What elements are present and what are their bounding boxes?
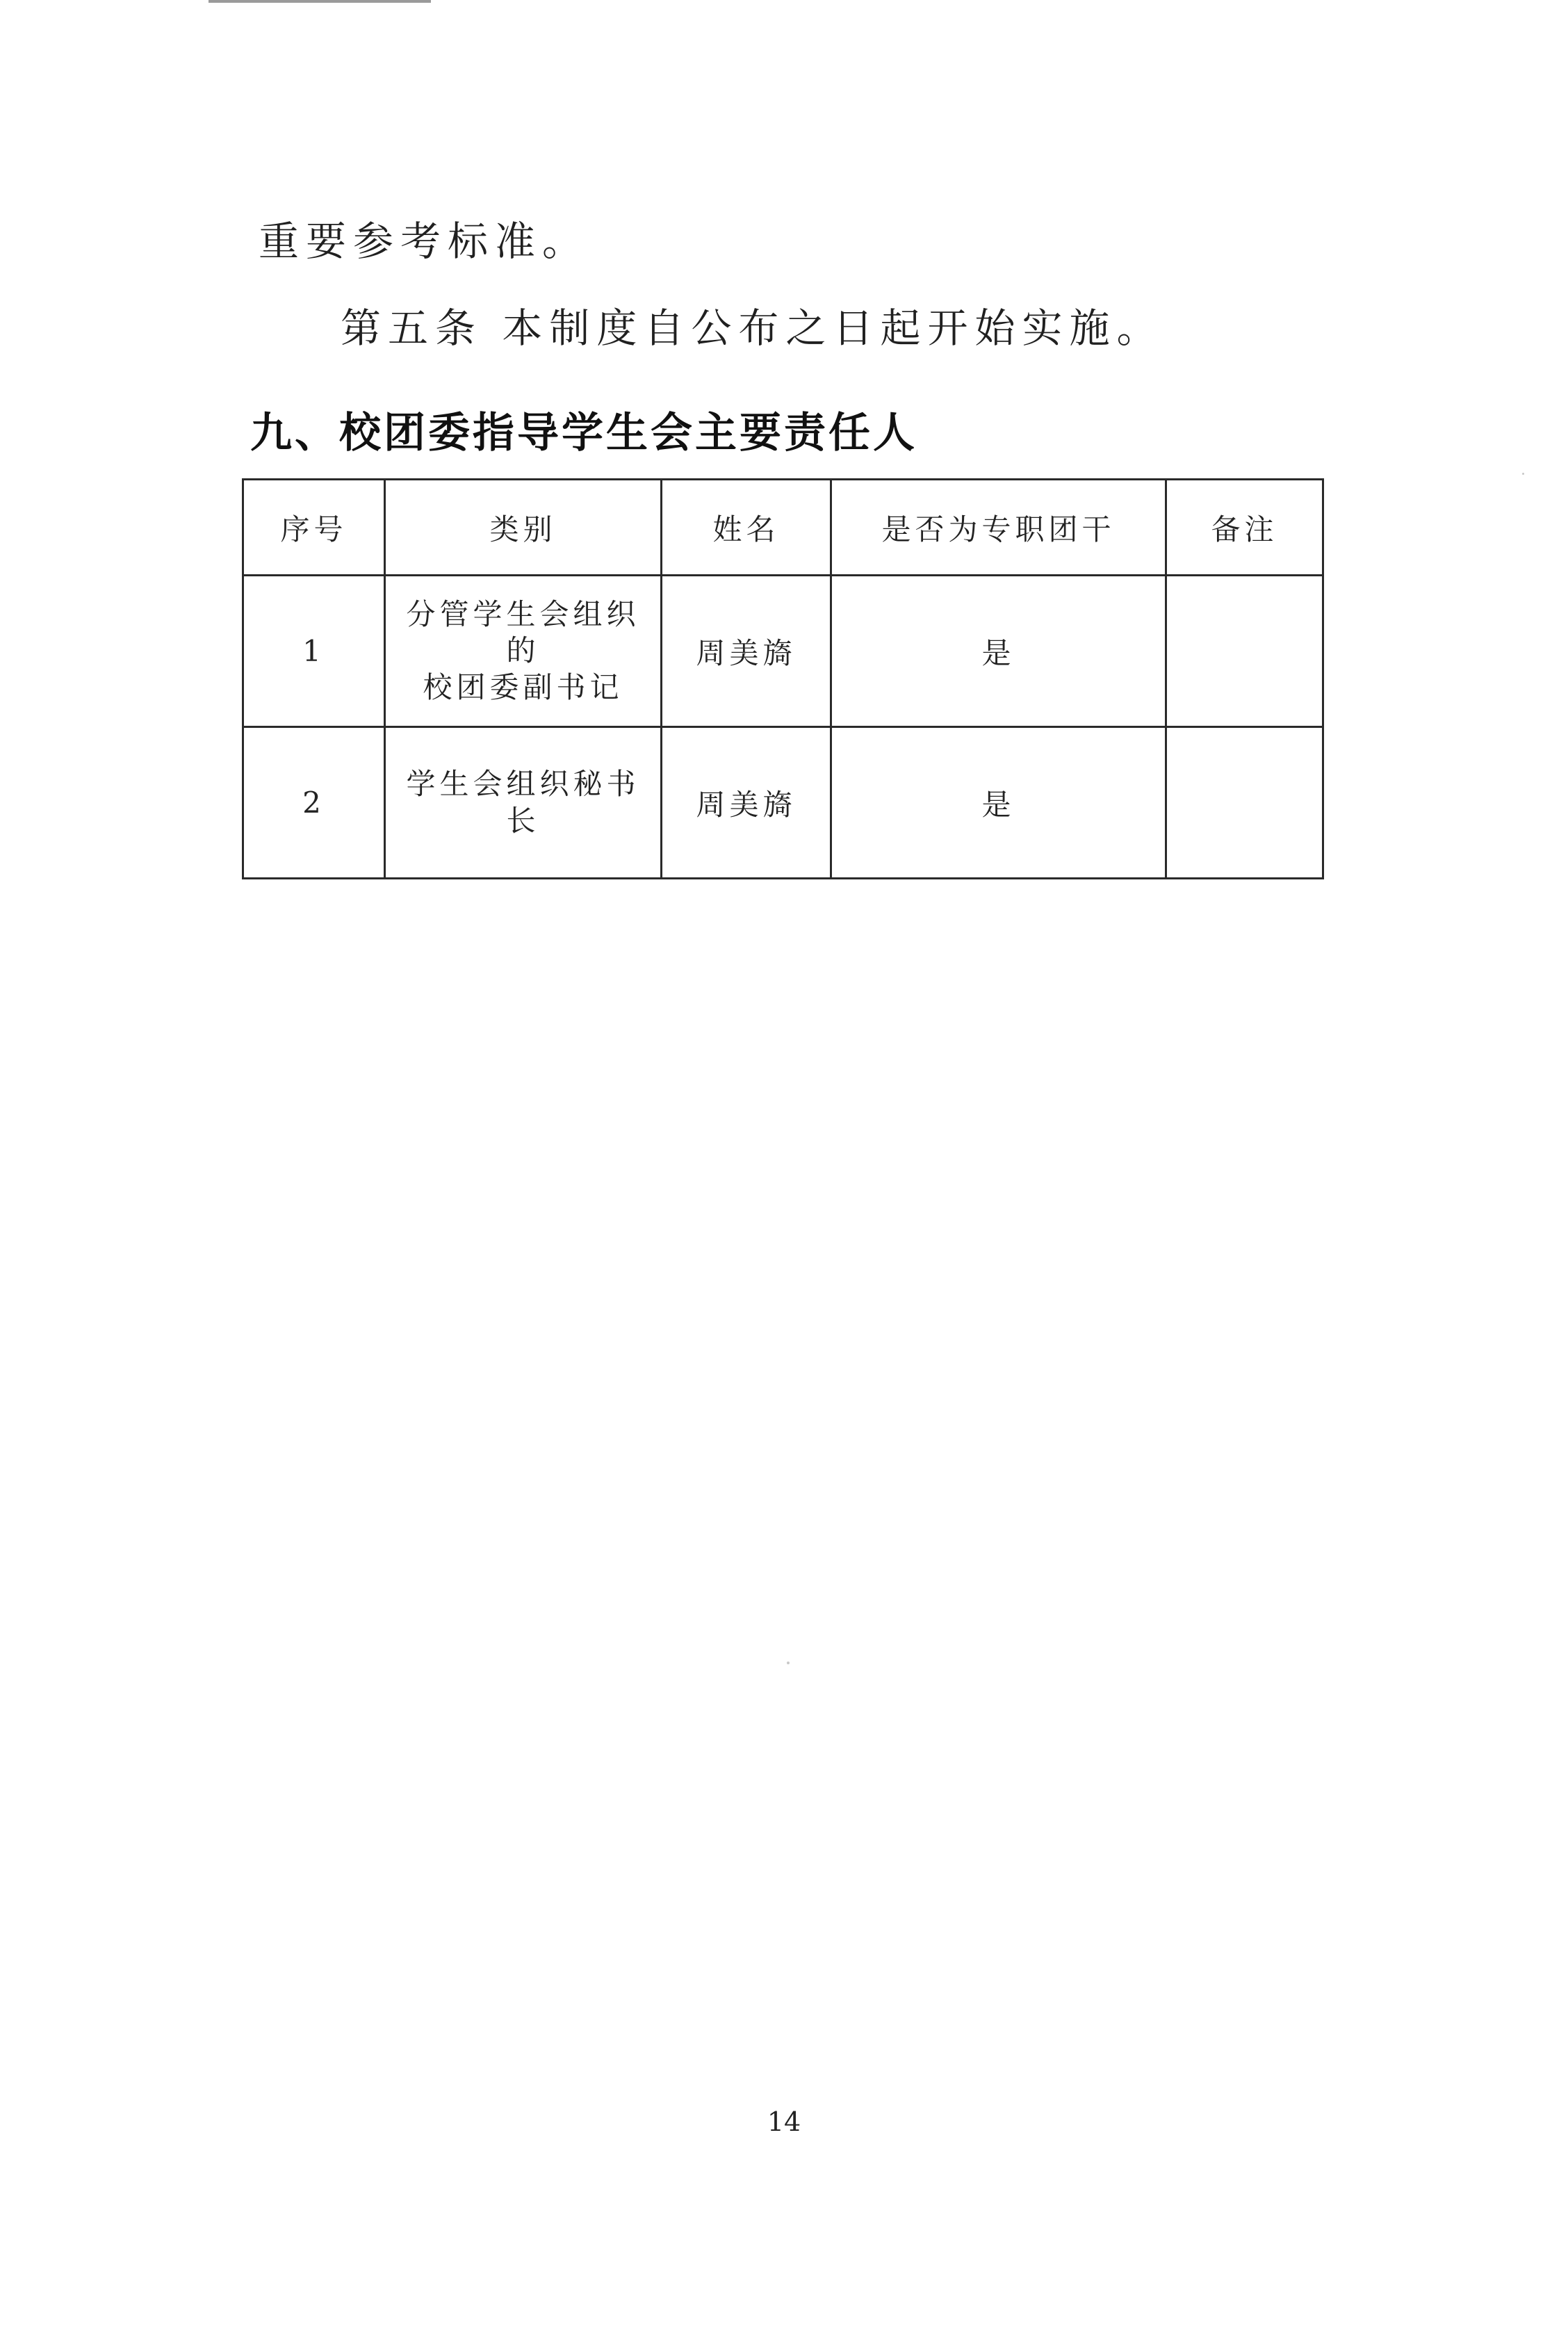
cell-category-line2: 校团委副书记 bbox=[423, 669, 623, 704]
cell-fulltime: 是 bbox=[831, 576, 1166, 727]
header-note: 备注 bbox=[1166, 480, 1323, 576]
cell-name: 周美旖 bbox=[662, 576, 831, 727]
table-row bbox=[243, 576, 1323, 727]
cell-note bbox=[1166, 576, 1323, 727]
responsible-persons-table bbox=[242, 478, 1324, 879]
cell-fulltime: 是 bbox=[831, 727, 1166, 879]
scan-speck bbox=[787, 1662, 790, 1664]
cell-seq: 1 bbox=[243, 576, 385, 727]
cell-category-line1: 分管学生会组织的 bbox=[406, 596, 640, 668]
cell-category-line1: 学生会组织秘书长 bbox=[406, 767, 640, 838]
table-header-row bbox=[243, 480, 1323, 576]
header-seq: 序号 bbox=[243, 480, 385, 576]
page-number: 14 bbox=[767, 2106, 801, 2137]
header-category: 类别 bbox=[385, 480, 662, 576]
cell-seq: 2 bbox=[243, 727, 385, 879]
section-heading: 九、校团委指导学生会主要责任人 bbox=[250, 409, 917, 457]
header-fulltime: 是否为专职团干 bbox=[831, 480, 1166, 576]
top-edge-rule bbox=[209, 0, 431, 3]
paragraph-article-five: 第五条 本制度自公布之日起开始实施。 bbox=[341, 304, 1164, 352]
paragraph-continuation: 重要参考标准。 bbox=[259, 218, 590, 265]
cell-note bbox=[1166, 727, 1323, 879]
table-row bbox=[243, 727, 1323, 879]
cell-category bbox=[385, 727, 662, 879]
header-name: 姓名 bbox=[662, 480, 831, 576]
scan-speck bbox=[1522, 473, 1524, 475]
cell-category bbox=[385, 576, 662, 727]
cell-name: 周美旖 bbox=[662, 727, 831, 879]
